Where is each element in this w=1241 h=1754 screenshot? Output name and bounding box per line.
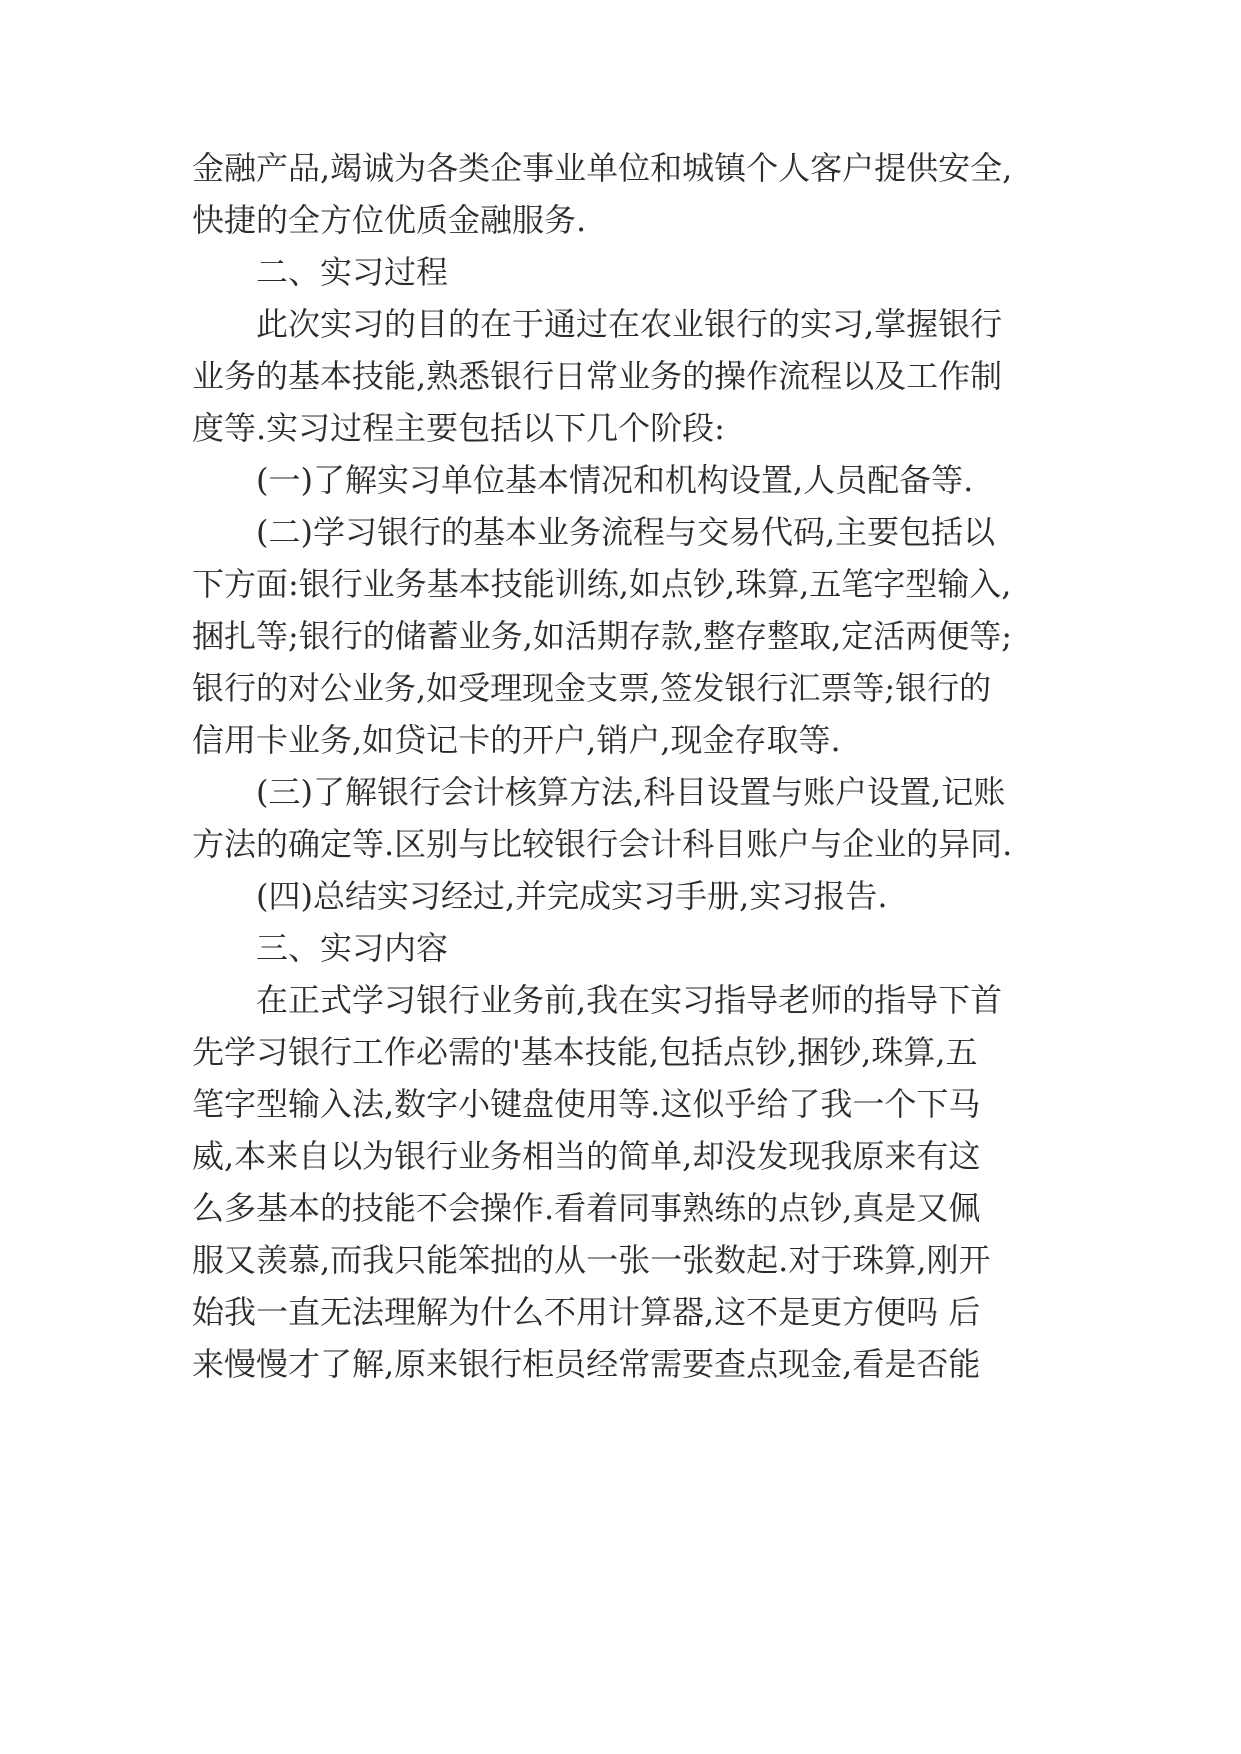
text-line: 度等.实习过程主要包括以下几个阶段: (192, 409, 725, 447)
text-line: (一)了解实习单位基本情况和机构设置,人员配备等. (256, 461, 974, 499)
section-heading: 二、实习过程 (256, 253, 449, 291)
text-line: 威,本来自以为银行业务相当的简单,却没发现我原来有这 (192, 1137, 981, 1175)
text-line: 快捷的全方位优质金融服务. (192, 201, 587, 239)
text-line: 先学习银行工作必需的'基本技能,包括点钞,捆钞,珠算,五 (192, 1033, 978, 1071)
text-line: (二)学习银行的基本业务流程与交易代码,主要包括以 (256, 513, 996, 551)
text-line: 来慢慢才了解,原来银行柜员经常需要查点现金,看是否能 (192, 1345, 981, 1383)
text-line: 捆扎等;银行的储蓄业务,如活期存款,整存整取,定活两便等; (192, 617, 1013, 655)
text-line: 金融产品,竭诚为各类企事业单位和城镇个人客户提供安全, (192, 149, 1013, 187)
text-line: 银行的对公业务,如受理现金支票,签发银行汇票等;银行的 (192, 669, 992, 707)
text-line: 下方面:银行业务基本技能训练,如点钞,珠算,五笔字型输入, (192, 565, 1012, 603)
text-line: 在正式学习银行业务前,我在实习指导老师的指导下首 (256, 981, 1003, 1019)
text-line: (四)总结实习经过,并完成实习手册,实习报告. (256, 877, 888, 915)
text-line: 始我一直无法理解为什么不用计算器,这不是更方便吗 后 (192, 1293, 981, 1331)
text-line: 笔字型输入法,数字小键盘使用等.这似乎给了我一个下马 (192, 1085, 981, 1123)
text-line: (三)了解银行会计核算方法,科目设置与账户设置,记账 (256, 773, 1006, 811)
text-line: 方法的确定等.区别与比较银行会计科目账户与企业的异同. (192, 825, 1013, 863)
text-line: 业务的基本技能,熟悉银行日常业务的操作流程以及工作制 (192, 357, 1003, 395)
text-line: 信用卡业务,如贷记卡的开户,销户,现金存取等. (192, 721, 841, 759)
text-line: 服又羡慕,而我只能笨拙的从一张一张数起.对于珠算,刚开 (192, 1241, 991, 1279)
text-line: 么多基本的技能不会操作.看着同事熟练的点钞,真是又佩 (192, 1189, 981, 1227)
text-line: 此次实习的目的在于通过在农业银行的实习,掌握银行 (256, 305, 1003, 343)
section-heading: 三、实习内容 (256, 929, 449, 967)
